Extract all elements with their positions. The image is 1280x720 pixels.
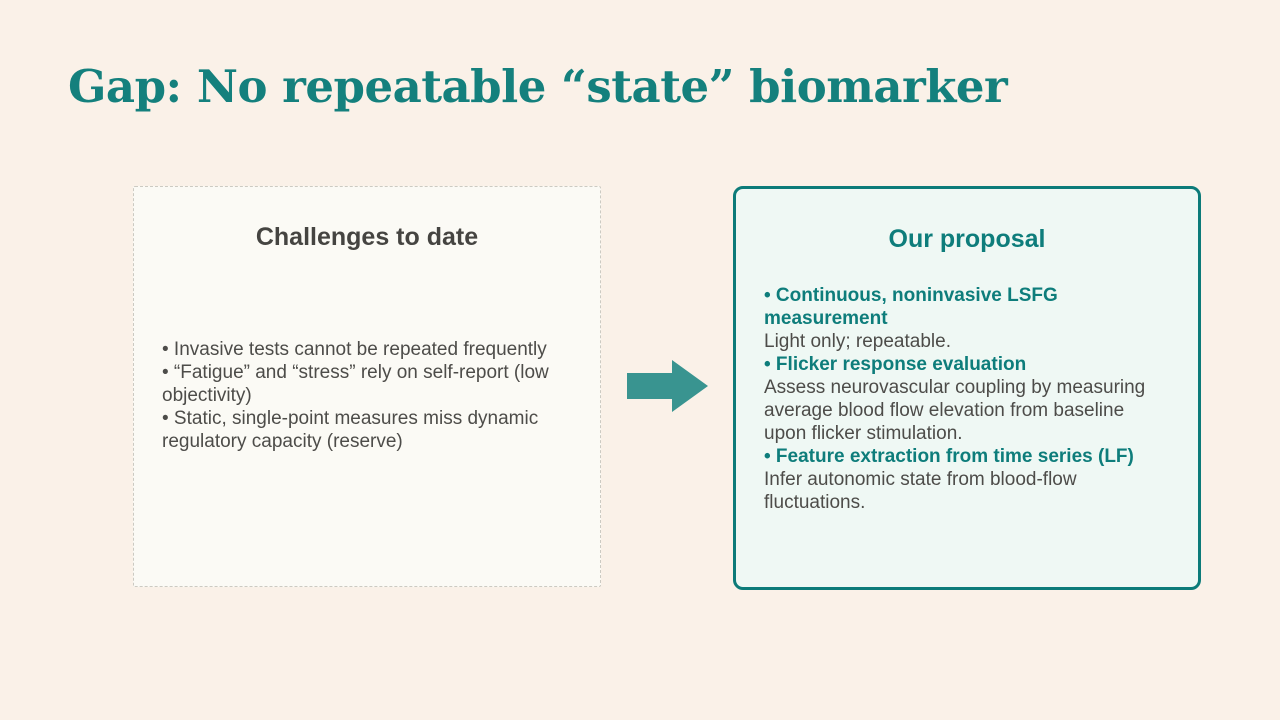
proposal-item-detail: Light only; repeatable. xyxy=(764,331,951,352)
proposal-box xyxy=(733,186,1201,590)
challenge-item: • “Fatigue” and “stress” rely on self-report (low objectivity) xyxy=(162,362,549,406)
challenge-item: • Static, single-point measures miss dynamic regulatory capacity (reserve) xyxy=(162,408,539,452)
right-block-arrow-icon xyxy=(627,360,708,412)
proposal-item-heading: • Feature extraction from time series (LF) xyxy=(764,446,1134,467)
proposal-item-heading: • Flicker response evaluation xyxy=(764,354,1027,375)
challenge-item: • Invasive tests cannot be repeated frequently xyxy=(162,339,547,360)
proposal-list xyxy=(736,284,1198,514)
page-title: Gap: No repeatable “state” biomarker xyxy=(68,60,1008,113)
challenges-heading: Challenges to date xyxy=(255,223,479,251)
proposal-item-detail: Infer autonomic state from blood-flow fluctuations. xyxy=(764,469,1077,513)
proposal-item-heading: • Continuous, noninvasive LSFG measurement xyxy=(764,285,1058,329)
proposal-heading: Our proposal xyxy=(888,225,1046,253)
challenges-box xyxy=(133,186,601,587)
challenges-list xyxy=(134,338,600,453)
proposal-item-detail: Assess neurovascular coupling by measuring average blood flow elevation from baseline upon flicker stimulation. xyxy=(764,377,1146,444)
